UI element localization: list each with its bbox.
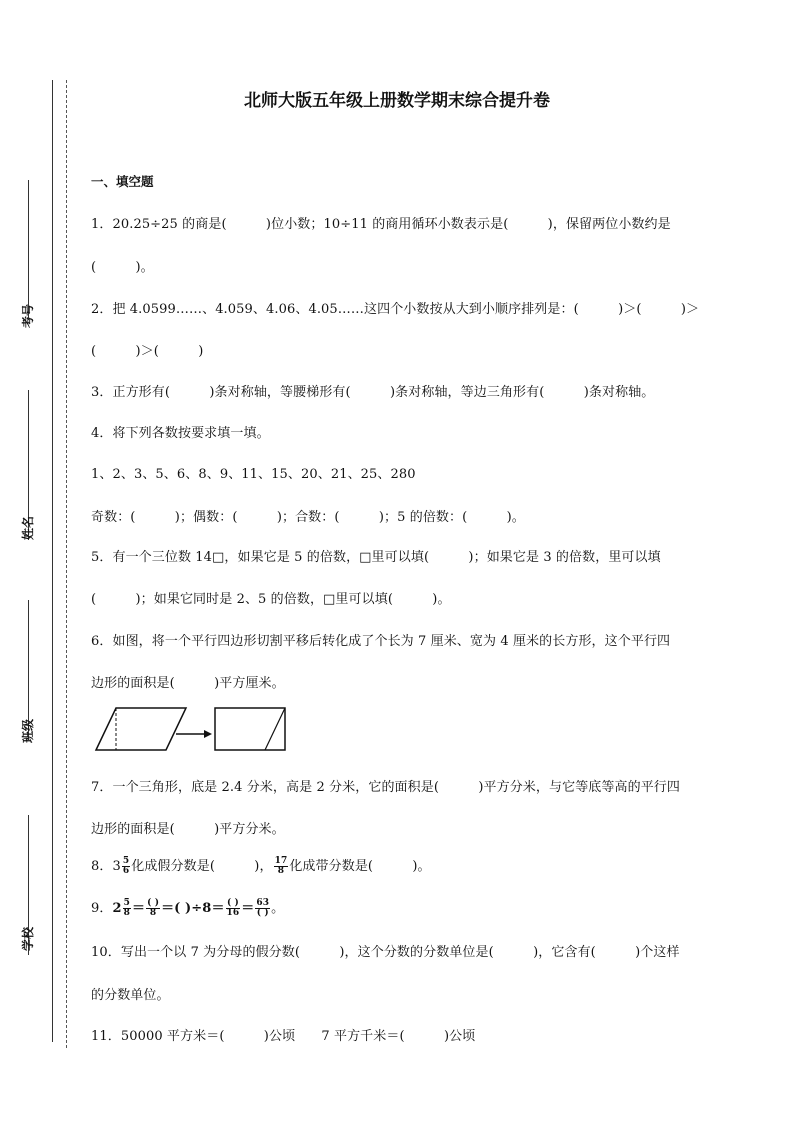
question-2-line-1: 2．把 4.0599……、4.059、4.06、4.05……这四个小数按从大到小顺序排列是：( )＞( )＞: [91, 302, 700, 317]
q9-fraction-1: [123, 899, 131, 918]
question-7-line-1: 7．一个三角形，底是 2.4 分米，高是 2 分米，它的面积是( )平方分米，与它等底等高的平行四: [91, 780, 680, 795]
q9-end: 。: [271, 901, 285, 916]
fraction-denominator: 8: [123, 908, 131, 918]
class-label: 班级: [21, 719, 35, 744]
fraction-denominator: 8: [277, 866, 285, 876]
q9-fraction-2: [146, 899, 160, 918]
parallelogram-shape: [96, 708, 186, 750]
question-7-line-2: 边形的面积是( )平方分米。: [91, 822, 285, 837]
fraction-numerator: 5: [123, 898, 131, 908]
binding-solid-line: [52, 80, 53, 1042]
exam-no-label: 考号: [21, 304, 35, 329]
fraction-denominator: ( ): [256, 908, 269, 918]
fraction-numerator: 17: [274, 856, 288, 866]
section-heading: 一、填空题: [91, 174, 154, 189]
question-6-line-2: 边形的面积是( )平方厘米。: [91, 676, 285, 691]
question-9: [91, 897, 284, 918]
fraction-numerator: 63: [256, 898, 270, 908]
q8-fraction-2: [274, 857, 289, 876]
question-8: [91, 855, 431, 876]
question-4-line-1: 4．将下列各数按要求填一填。: [91, 426, 270, 441]
question-10-line-2: 的分数单位。: [91, 988, 170, 1003]
q8-prefix: 8．: [91, 859, 113, 874]
q8-fraction-1: [122, 857, 130, 876]
arrow-right-icon: [204, 730, 212, 738]
q9-fraction-4: [255, 899, 270, 918]
question-2-line-2: ( )＞( ): [91, 344, 204, 359]
fraction-numerator: 5: [122, 856, 130, 866]
q9-mid: ＝( )÷8＝: [161, 901, 225, 916]
q9-fraction-3: [226, 899, 241, 918]
q8-mid: 化成假分数是( )，: [131, 859, 273, 874]
question-1-line-1: 1．20.25÷25 的商是( )位小数；10÷11 的商用循环小数表示是( )，保留两位小数约是: [91, 217, 671, 232]
fraction-denominator: 8: [149, 908, 157, 918]
q9-eq-2: ＝: [241, 901, 255, 916]
question-5-line-2: ( )；如果它同时是 2、5 的倍数，□里可以填( )。: [91, 592, 451, 607]
fraction-numerator: ( ): [226, 898, 239, 908]
binding-dashed-line: [66, 80, 67, 1048]
q9-whole: 2: [112, 901, 122, 916]
moved-triangle-edge: [265, 708, 285, 750]
q9-prefix: 9．: [91, 901, 113, 916]
question-4-line-3: 奇数：( )；偶数：( )；合数：( )；5 的倍数：( )。: [91, 510, 525, 525]
q8-whole: 3: [112, 859, 121, 874]
fraction-denominator: 6: [122, 866, 130, 876]
question-6-line-1: 6．如图，将一个平行四边形切割平移后转化成了个长为 7 厘米、宽为 4 厘米的长方形，这个平行四: [91, 634, 671, 649]
q9-eq-1: ＝: [132, 901, 146, 916]
question-1-line-2: ( )。: [91, 260, 154, 275]
question-10-line-1: 10．写出一个以 7 为分母的假分数( )，这个分数的分数单位是( )，它含有( )个这样: [91, 945, 680, 960]
parallelogram-to-rectangle-figure: [94, 705, 294, 753]
question-3: 3．正方形有( )条对称轴，等腰梯形有( )条对称轴，等边三角形有( )条对称轴。: [91, 385, 655, 400]
fraction-denominator: 16: [226, 908, 240, 918]
page-title: 北师大版五年级上册数学期末综合提升卷: [244, 91, 550, 111]
q8-tail: 化成带分数是( )。: [289, 859, 431, 874]
name-label: 姓名: [21, 516, 35, 541]
fraction-numerator: ( ): [147, 898, 160, 908]
question-11: 11．50000 平方米＝( )公顷 7 平方千米＝( )公顷: [91, 1029, 476, 1044]
question-4-numbers: 1、2、3、5、6、8、9、11、15、20、21、25、280: [91, 467, 416, 482]
question-5-line-1: 5．有一个三位数 14□，如果它是 5 的倍数，□里可以填( )；如果它是 3 的倍数，里可以填: [91, 550, 661, 565]
school-label: 学校: [21, 927, 35, 952]
